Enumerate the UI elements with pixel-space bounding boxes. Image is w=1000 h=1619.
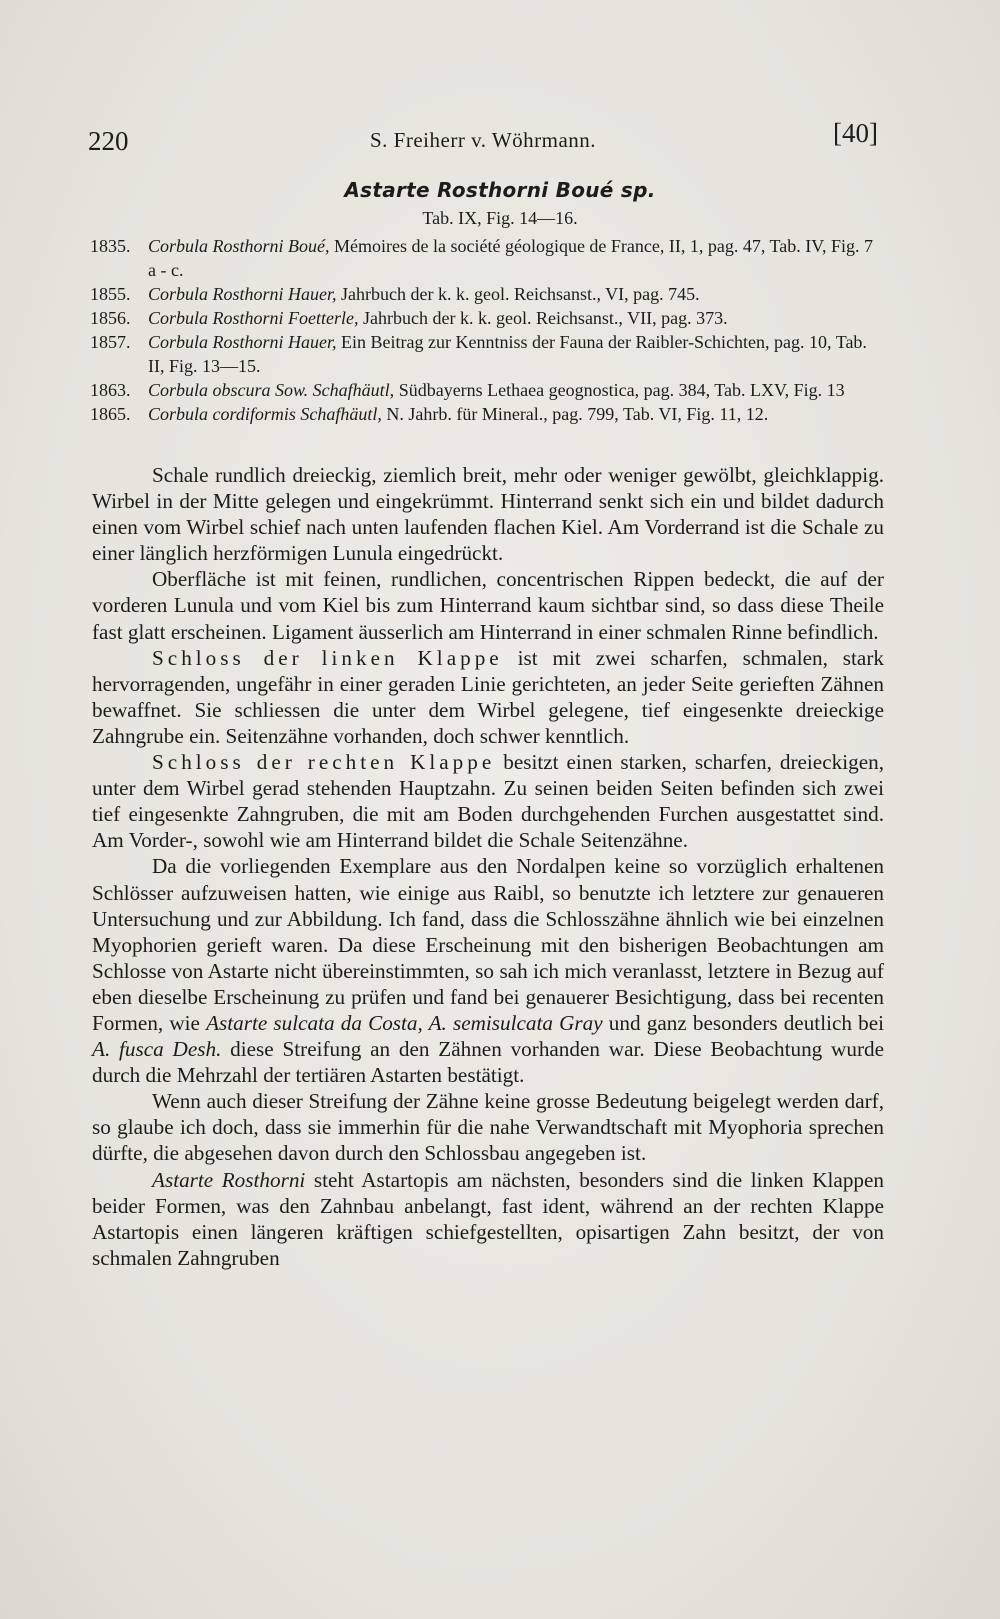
paragraph-text: und ganz besonders deutlich bei bbox=[602, 1010, 884, 1035]
synonymy-entry bbox=[90, 402, 880, 426]
body-text bbox=[92, 462, 884, 1271]
page-number: 220 bbox=[88, 126, 129, 156]
paragraph-comparison bbox=[92, 1167, 884, 1271]
synonymy-entry bbox=[90, 306, 880, 330]
section-number: [40] bbox=[833, 118, 878, 148]
paragraph-surface: Oberfläche ist mit feinen, rundlichen, concentrischen Rippen bedeckt, die auf der vorderen Lunula und vom Kiel bis zum Hinterrand kaum sichtbar sind, so dass diese Theile fast glatt erscheinen. Ligament äusserlich am Hinterrand in einer schmalen Rinne befindlich. bbox=[92, 567, 884, 644]
synonymy-reference: Jahrbuch der k. k. geol. Reichsanst., VII, pag. 373. bbox=[358, 308, 728, 328]
paragraph-text: besitzt einen starken, scharfen, dreieckigen, unter dem Wirbel gerad stehenden Hauptzahn. Zu seinen beiden Seiten befinden sich zwei tief eingesenkte Zahngruben, die mit am Boden durchgehenden Furchen ausgestattet sind. Am Vorder-, sowohl wie am Hinterrand bildet die Schale Seitenzähne. bbox=[92, 750, 884, 853]
paragraph-text: steht Astartopis am nächsten, besonders sind die linken Klappen beider Formen, was den Zahnbau anbelangt, fast ident, während an der rechten Klappe Astartopis einen längeren kräftigen schiefgestellten, opisartigen Zahn besitzt, der von schmalen Zahngruben bbox=[92, 1167, 885, 1270]
spaced-heading: Schloss der rechten Klappe bbox=[152, 750, 496, 775]
synonymy-entry bbox=[90, 234, 880, 282]
synonymy-year: 1856. bbox=[90, 308, 131, 328]
paragraph-right-valve bbox=[92, 749, 884, 853]
synonymy-entry bbox=[90, 330, 880, 378]
synonymy-year: 1863. bbox=[90, 380, 131, 400]
synonymy-reference: Ein Beitrag zur Kenntniss der Fauna der Raibler-Schichten, pag. 10, Tab. II, Fig. 13—15. bbox=[148, 332, 867, 376]
running-head: S. Freiherr v. Wöhrmann. bbox=[370, 128, 597, 152]
paragraph-shape: Schale rundlich dreieckig, ziemlich breit, mehr oder weniger gewölbt, gleichklappig. Wirbel in der Mitte gelegen und eingekrümmt. Hinterrand senkt sich ein und bildet dadurch einen vom Wirbel schief nach unten laufenden flachen Kiel. Am Vorderrand ist die Schale zu einer länglich herzförmigen Lunula eingedrückt. bbox=[92, 463, 884, 566]
paragraph-significance: Wenn auch dieser Streifung der Zähne keine grosse Bedeutung beigelegt werden darf, so glaube ich doch, dass sie immerhin für die nahe Verwandtschaft mit Myophoria sprechen dürfte, die abgesehen davon durch den Schlossbau angegeben ist. bbox=[92, 1089, 884, 1166]
synonymy-taxon: Corbula cordiformis Schafhäutl, bbox=[148, 404, 382, 424]
paragraph-text: ist mit zwei scharfen, schmalen, stark hervorragenden, ungefähr in einer geraden Linie gerichteten, an jeder Seite gerieften Zähnen bewaffnet. Sie schliessen die unter dem Wirbel gelegene, tief eingesenkte dreieckige Zahngrube ein. Seitenzähne vorhanden, doch schwer kenntlich. bbox=[92, 645, 884, 748]
synonymy-year: 1855. bbox=[90, 284, 131, 304]
synonymy-taxon: Corbula Rosthorni Boué, bbox=[148, 236, 330, 256]
plate-reference: Tab. IX, Fig. 14—16. bbox=[422, 208, 578, 228]
synonymy-year: 1865. bbox=[90, 404, 131, 424]
spaced-heading: Schloss der linken Klappe bbox=[152, 645, 503, 670]
synonymy-taxon: Corbula Rosthorni Hauer, bbox=[148, 332, 337, 352]
synonymy-year: 1835. bbox=[90, 236, 131, 256]
species-name: Astarte sulcata da Costa, A. semisulcata Gray bbox=[206, 1010, 603, 1035]
synonymy-taxon: Corbula obscura Sow. Schafhäutl, bbox=[148, 380, 395, 400]
synonymy-year: 1857. bbox=[90, 332, 131, 352]
paragraph-text: diese Streifung an den Zähnen vorhanden war. Diese Beobachtung wurde durch die Mehrzahl der tertiären Astarten bestätigt. bbox=[92, 1037, 884, 1088]
species-name: A. fusca Desh. bbox=[92, 1037, 222, 1062]
paragraph-text: Da die vorliegenden Exemplare aus den Nordalpen keine so vorzüglich erhaltenen Schlösser aufzuweisen hatten, wie einige aus Raibl, so benutzte ich letztere zur genaueren Untersuchung und zur Abbildung. Ich fand, dass die Schlosszähne ähnlich wie bei einzelnen Myophorien gerieft waren. Da diese Erscheinung mit den bisherigen Beobachtungen am Schlosse von Astarte nicht übereinstimmten, so sah ich mich veranlasst, letztere in Bezug auf eben dieselbe Erscheinung zu prüfen und fand bei genauerer Besichtigung, dass bei recenten Formen, wie bbox=[92, 854, 884, 1035]
species-title: Astarte Rosthorni Boué sp. bbox=[344, 178, 656, 202]
synonymy-reference: Jahrbuch der k. k. geol. Reichsanst., VI, pag. 745. bbox=[336, 284, 700, 304]
synonymy-reference: N. Jahrb. für Mineral., pag. 799, Tab. VI, Fig. 11, 12. bbox=[381, 404, 769, 424]
paragraph-left-valve bbox=[92, 645, 884, 749]
synonymy-reference: Mémoires de la société géologique de France, II, 1, pag. 47, Tab. IV, Fig. 7 a - c. bbox=[148, 236, 873, 280]
synonymy-taxon: Corbula Rosthorni Foetterle, bbox=[148, 308, 359, 328]
synonymy-reference: Südbayerns Lethaea geognostica, pag. 384, Tab. LXV, Fig. 13 bbox=[394, 380, 845, 400]
synonymy-taxon: Corbula Rosthorni Hauer, bbox=[148, 284, 337, 304]
synonymy-entry bbox=[90, 282, 880, 306]
page-header bbox=[88, 118, 878, 158]
synonymy-entry bbox=[90, 378, 880, 402]
synonymy-list bbox=[90, 234, 880, 426]
paragraph-examination bbox=[92, 853, 884, 1088]
species-name: Astarte Rosthorni bbox=[152, 1167, 306, 1192]
